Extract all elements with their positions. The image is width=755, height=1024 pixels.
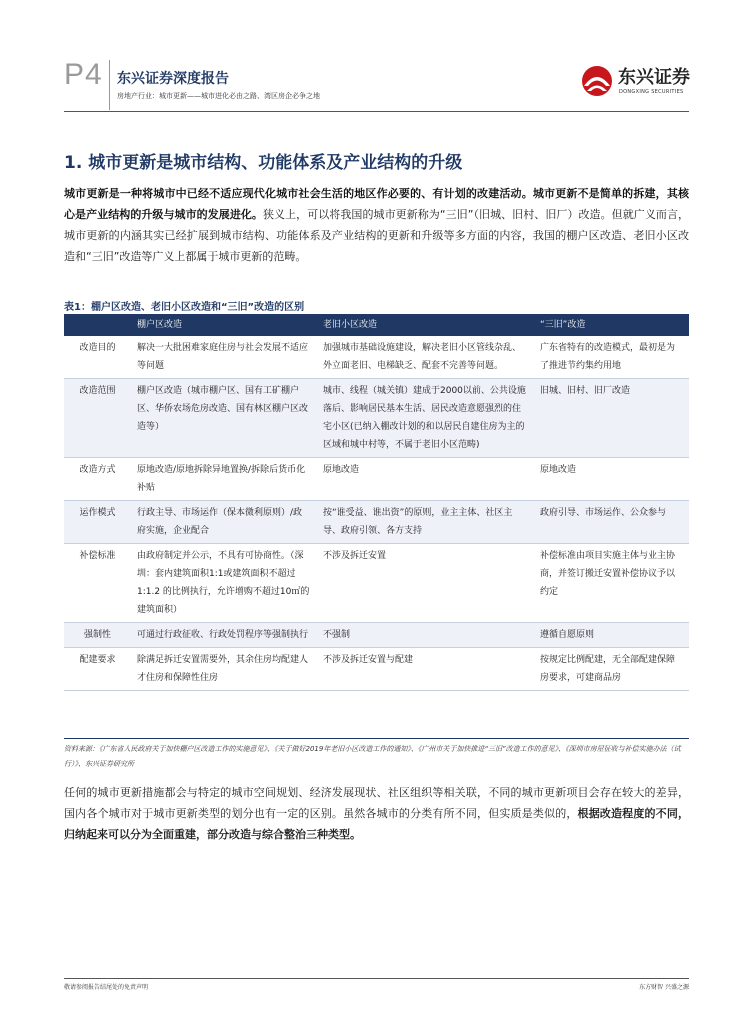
table-row (64, 623, 689, 648)
intro-paragraph (64, 183, 689, 267)
report-subtitle: 房地产行业：城市更新——城市进化必由之路、湾区房企必争之地 (117, 92, 320, 100)
table-cell: 城市、线程（城关镇）建成于2000以前、公共设施落后、影响居民基本生活、居民改造意愿强烈的住宅小区(已纳入棚改计划的和以居民自建住房为主的区域和城中村等，不属于老旧小区范畴) (317, 379, 534, 458)
body-text: 任何的城市更新措施都会与特定的城市空间规划、经济发展现状、社区组织等相关联，不同的城市更新项目会存在较大的差异，国内各个城市对于城市更新类型的划分也有一定的区别。虽然各城市的分类有所不同，但实质是类似的， (64, 786, 689, 820)
table-cell: 加强城市基础设施建设，解决老旧小区管线杂乱、外立面老旧、电梯缺乏、配套不完善等问题。 (317, 336, 534, 379)
table-header-cell (64, 314, 131, 336)
table-cell: 棚户区改造（城市棚户区、国有工矿棚户区、华侨农场危房改造、国有林区棚户区改造等） (131, 379, 317, 458)
table-cell: 遵循自愿原则 (534, 623, 689, 648)
logo-mark-icon (578, 64, 616, 98)
comparison-table (64, 314, 689, 691)
body-bold-text: 根据改造程度的不同，归纳起来可以分为全面重建，部分改造与综合整治三种类型。 (64, 807, 690, 841)
table-cell: 政府引导、市场运作、公众参与 (534, 501, 689, 544)
row-label: 改造范围 (64, 379, 131, 458)
table-cell: 按规定比例配建，无全部配建保障房要求，可建商品房 (534, 648, 689, 691)
logo-subtext: DONGXING SECURITIES (619, 89, 684, 95)
table-cell: 可通过行政征收、行政处罚程序等强制执行 (131, 623, 317, 648)
table-cell: 原地改造 (534, 458, 689, 501)
table-cell: 解决一大批困难家庭住房与社会发展不适应等问题 (131, 336, 317, 379)
table-cell: 由政府制定并公示，不具有可协商性。（深圳：套内建筑面积1:1或建筑面积不超过 1:1.2 的比例执行，允许增购不超过10㎡的建筑面积） (131, 544, 317, 623)
footer-slogan: 东方财智 兴盛之源 (639, 984, 689, 991)
table-cell: 按“谁受益、谁出资”的原则，业主主体、社区主导、政府引领、各方支持 (317, 501, 534, 544)
table-cell: 行政主导、市场运作（保本微利原则）/政府实施，企业配合 (131, 501, 317, 544)
table-cell: 旧城、旧村、旧厂改造 (534, 379, 689, 458)
table-cell: 不强制 (317, 623, 534, 648)
table-cell: 不涉及拆迁安置 (317, 544, 534, 623)
page-number: P4 (64, 58, 103, 91)
table-row (64, 648, 689, 691)
table-row (64, 336, 689, 379)
row-label: 补偿标准 (64, 544, 131, 623)
row-label: 强制性 (64, 623, 131, 648)
row-label: 改造方式 (64, 458, 131, 501)
header-rule (64, 111, 689, 112)
table-cell: 除满足拆迁安置需要外，其余住房均配建人才住房和保障性住房 (131, 648, 317, 691)
section-heading: 1. 城市更新是城市结构、功能体系及产业结构的升级 (64, 153, 463, 173)
intro-text: 狭义上，可以将我国的城市更新称为“三旧”（旧城、旧村、旧厂）改造。但就广义而言，城市更新的内涵其实已经扩展到城市结构、功能体系及产业结构的更新和升级等多方面的内容，我国的棚户区改造、老旧小区改造和“三旧”改造等广义上都属于城市更新的范畴。 (64, 208, 689, 263)
table-title: 表1：棚户区改造、老旧小区改造和“三旧”改造的区别 (64, 302, 305, 313)
row-label: 运作模式 (64, 501, 131, 544)
table-row (64, 458, 689, 501)
footer-disclaimer: 敬请参阅报告结尾处的免责声明 (64, 984, 149, 991)
table-row (64, 379, 689, 458)
table-cell: 不涉及拆迁安置与配建 (317, 648, 534, 691)
header-divider (109, 60, 110, 110)
table-row (64, 501, 689, 544)
table-header-cell: “三旧”改造 (534, 314, 689, 336)
table-cell: 补偿标准由项目实施主体与业主协商，并签订搬迁安置补偿协议予以约定 (534, 544, 689, 623)
table-row (64, 544, 689, 623)
table-cell: 原地改造/原地拆除异地置换/拆除后货币化补贴 (131, 458, 317, 501)
body-paragraph (64, 782, 689, 845)
table-header-row (64, 314, 689, 336)
intro-bold-text: 城市更新是一种将城市中已经不适应现代化城市社会生活的地区作必要的、有计划的改建活动。城市更新不是简单的拆建，其核心是产业结构的升级与城市的发展进化。 (64, 187, 689, 221)
row-label: 改造目的 (64, 336, 131, 379)
footer-rule (64, 978, 689, 979)
logo-text: 东兴证券 (618, 67, 690, 88)
table-header-cell: 老旧小区改造 (317, 314, 534, 336)
table-source-note: 资料来源：《广东省人民政府关于加快棚户区改造工作的实施意见》、《关于做好2019年老旧小区改造工作的通知》、《广州市关于加快推进“三旧”改造工作的意见》、《深圳市房屋征收与补偿实施办法（试行）》、东兴证券研究所 (64, 738, 689, 772)
table-cell: 原地改造 (317, 458, 534, 501)
row-label: 配建要求 (64, 648, 131, 691)
table-cell: 广东省特有的改造模式，最初是为了推进节约集约用地 (534, 336, 689, 379)
report-title: 东兴证券深度报告 (117, 71, 229, 87)
dongxing-logo (578, 60, 690, 104)
table-header-cell: 棚户区改造 (131, 314, 317, 336)
